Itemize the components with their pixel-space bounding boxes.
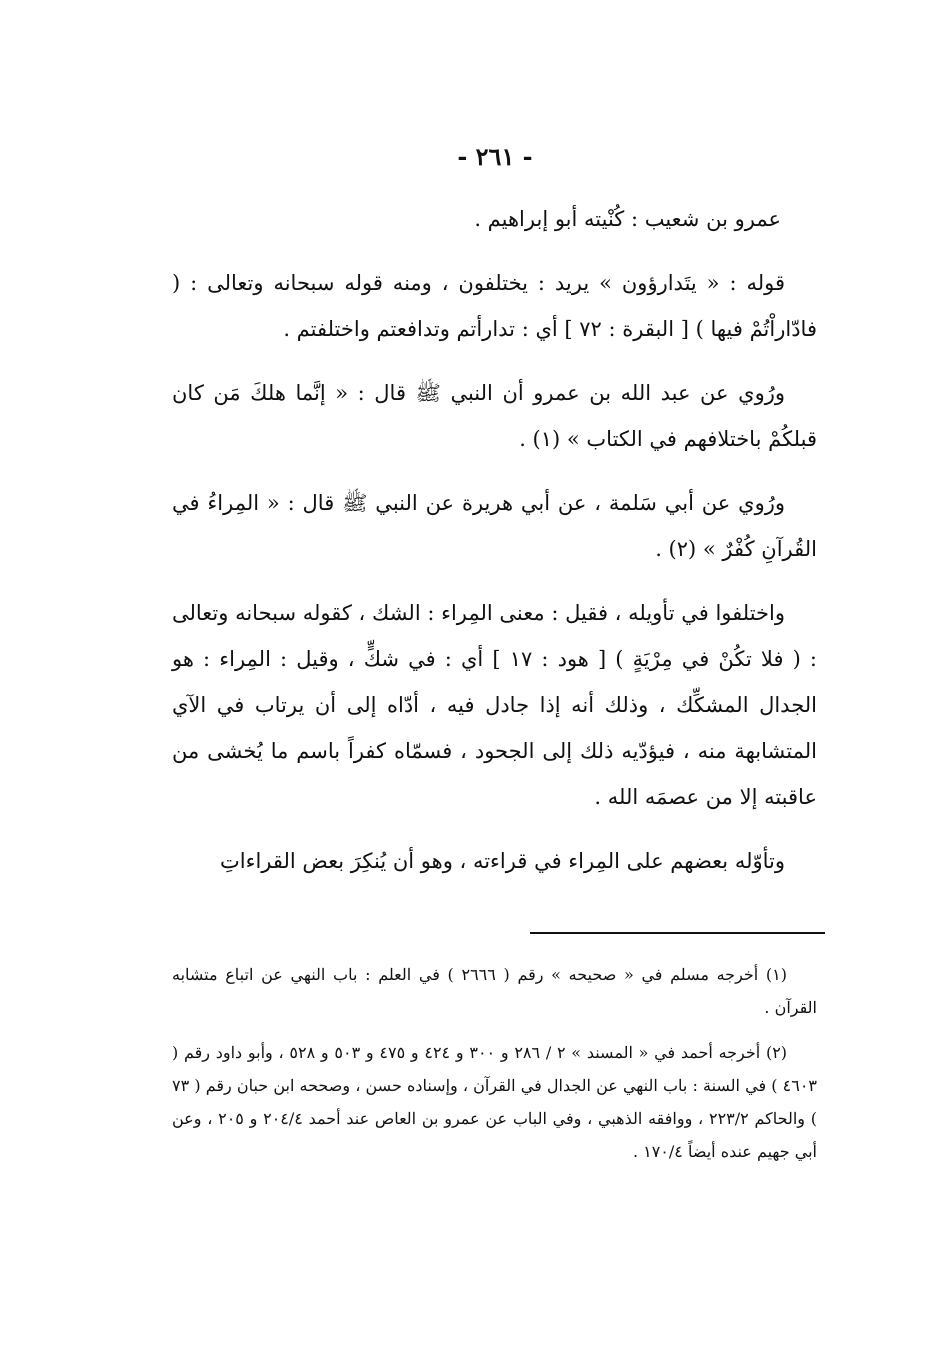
paragraph-qiraat: وتأوّله بعضهم على المِراء في قراءته ، وهو أن يُنكِرَ بعض القراءاتِ [219,849,785,873]
footnote-2: (٢) أخرجه أحمد في « المسند » ٢ / ٢٨٦ و ٣٠٠ و ٤٢٤ و ٤٧٥ و ٥٠٣ و ٥٢٨ ، وأبو داود رقم ( ٤٦٠٣ ) في السنة : باب النهي عن الجدال في القرآن ، وإسناده حسن ، وصححه ابن حبان رقم ( ٧٣ ) والحاكم ٢٢٣/٢ ، ووافقه الذهبي ، وفي الباب عن عمرو بن العاص عند أحمد ٢٠٤/٤ و ٢٠٥ ، وعن أبي جهيم عنده أيضاً ١٧٠/٤ . [172,1043,818,1161]
paragraph-kunya: عمرو بن شعيب : كُنْيته أبو إبراهيم . [474,207,781,231]
page-number: - ٢٦١ - [457,142,533,171]
paragraph-hadith-abdullah: ورُوي عن عبد الله بن عمرو أن النبي ﷺ قال : « إنَّما هلكَ مَن كان قبلكُمْ باختلافهم في الكتاب » (١) . [172,381,817,451]
main-text [172,196,817,902]
paragraph-yatadara-un: قوله : « يتَدارؤون » يريد : يختلفون ، ومنه قوله سبحانه وتعالى : ( فادّاراْتُمْ فيها ) [ البقرة : ٧٢ ] أي : تدارأتم وتدافعتم واختلفتم . [172,271,817,341]
footnote-1: (١) أخرجه مسلم في « صحيحه » رقم ( ٢٦٦٦ ) في العلم : باب النهي عن اتباع متشابه القرآن . [172,965,817,1017]
footnotes [172,958,817,1180]
paragraph-tawil-mira: واختلفوا في تأويله ، فقيل : معنى المِراء : الشك ، كقوله سبحانه وتعالى : ( فلا تكُنْ في مِرْيَةٍ ) [ هود : ١٧ ] أي : في شكٍّ ، وقيل : المِراء : هو الجدال المشكِّك ، وذلك أنه إذا جادل فيه ، أدّاه إلى أن يرتاب في الآي المتشابهة منه ، فيؤدّيه ذلك إلى الجحود ، فسمّاه كفراً باسم ما يُخشى من عاقبته إلا من عصمَه الله . [171,601,818,809]
paragraph-hadith-abu-hurayra: ورُوي عن أبي سَلمة ، عن أبي هريرة عن النبي ﷺ قال : « المِراءُ في القُرآنِ كُفْرٌ » (٢) . [172,491,817,561]
footnote-separator [530,932,825,934]
